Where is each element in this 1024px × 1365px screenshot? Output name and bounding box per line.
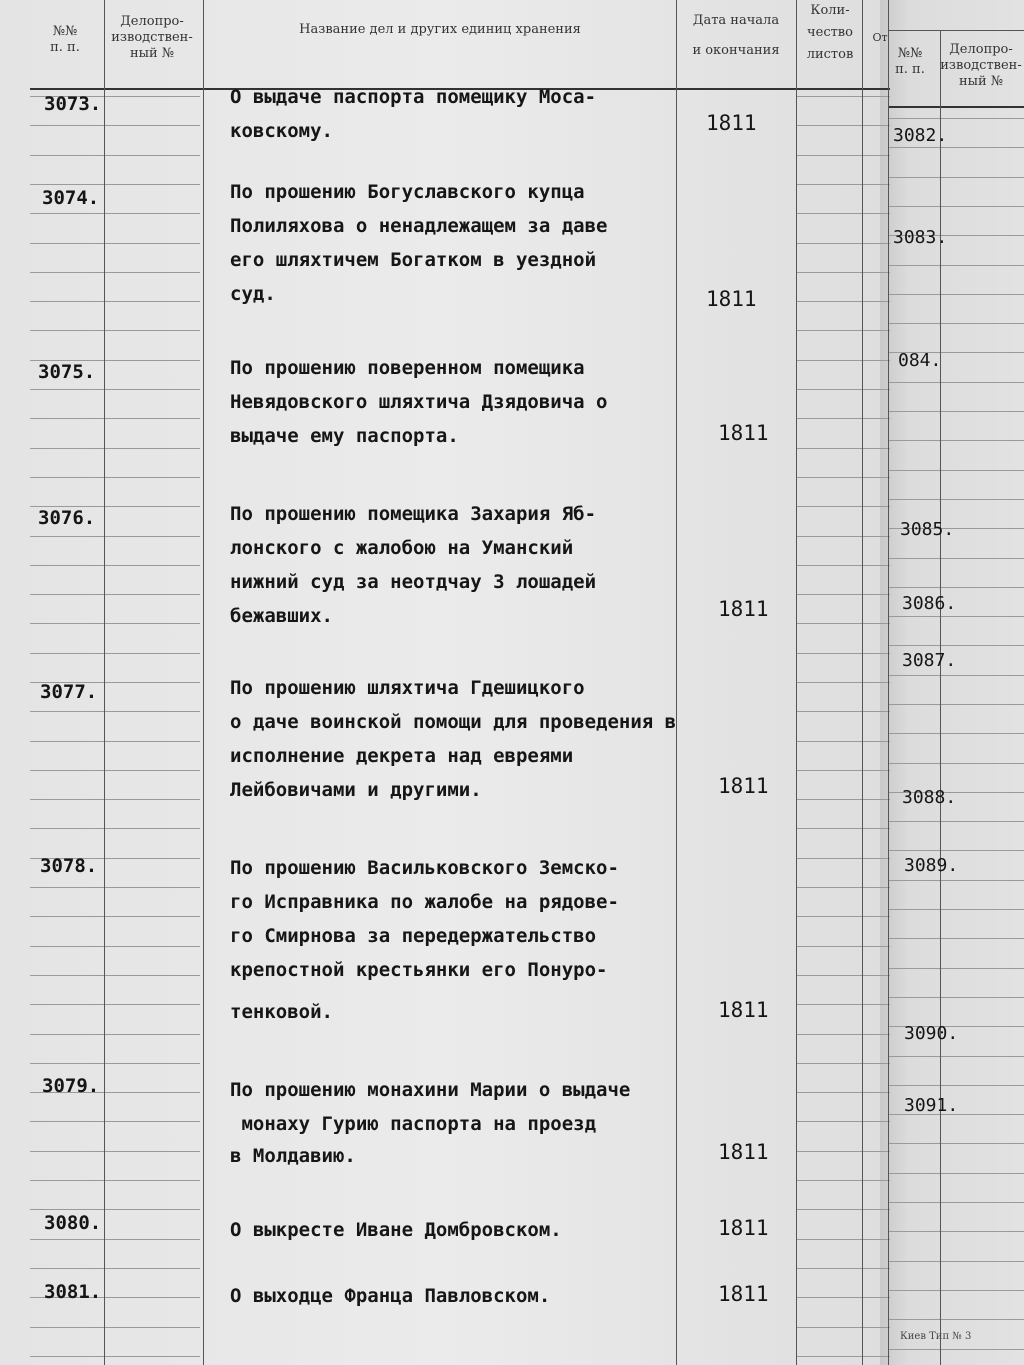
entry-number: 3078. — [40, 855, 98, 877]
rule-line — [796, 653, 890, 654]
rule-line — [888, 616, 1024, 617]
rule-line — [30, 243, 200, 244]
rule-line — [30, 389, 200, 390]
right-entry-number: 084. — [898, 350, 942, 371]
rule-line — [796, 536, 890, 537]
entry-date: 1811 — [718, 1216, 769, 1240]
entry-title-line: в Молдавию. — [230, 1145, 356, 1167]
entry-title-line: суд. — [230, 283, 276, 305]
rule-line — [30, 1180, 200, 1181]
rule-line — [796, 1151, 890, 1152]
rule-line — [30, 1004, 200, 1005]
entry-number: 3080. — [44, 1212, 102, 1234]
rule-line — [888, 294, 1024, 295]
rule-line — [888, 558, 1024, 559]
entry-date: 1811 — [718, 998, 769, 1022]
entry-date: 1811 — [718, 1282, 769, 1306]
rule-line — [30, 330, 200, 331]
entry-number: 3076. — [38, 507, 96, 529]
rule-line — [796, 1092, 890, 1093]
column-line — [862, 0, 863, 1365]
entry-title-line: О выдаче паспорта помещику Моса- — [230, 86, 597, 108]
entry-title-line: исполнение декрета над евреями — [230, 745, 574, 767]
rule-line — [796, 887, 890, 888]
rule-line — [888, 206, 1024, 207]
rule-line — [796, 506, 890, 507]
entry-number: 3075. — [38, 361, 96, 383]
entry-title-line: По прошению Васильковского Земско- — [230, 857, 619, 879]
printer-mark: Киев Тип № 3 — [900, 1331, 972, 1342]
entry-number: 3077. — [40, 681, 98, 703]
rule-line — [30, 1209, 200, 1210]
header-right-col-office: Делопро- изводствен- ный № — [940, 42, 1022, 89]
rule-line — [30, 536, 200, 537]
next-page-edge — [880, 0, 1024, 1365]
rule-line — [796, 828, 890, 829]
rule-line — [796, 1356, 890, 1357]
rule-line — [30, 887, 200, 888]
rule-line — [796, 213, 890, 214]
rule-line — [796, 916, 890, 917]
rule-line — [888, 1173, 1024, 1174]
rule-line — [30, 565, 200, 566]
rule-line — [30, 1356, 200, 1357]
entry-number: 3074. — [42, 187, 100, 209]
right-entry-number: 3089. — [904, 855, 959, 876]
header-right-cut: От — [872, 31, 888, 44]
entry-title-line: Полиляхова о ненадлежащем за даве — [230, 215, 608, 237]
rule-line — [888, 763, 1024, 764]
rule-line — [30, 418, 200, 419]
entry-title-line: тенковой. — [230, 1001, 333, 1023]
entry-title-line: крепостной крестьянки его Понуро- — [230, 959, 608, 981]
entry-title-line: По прошению шляхтича Гдешицкого — [230, 677, 585, 699]
rule-line — [796, 623, 890, 624]
rule-line — [30, 155, 200, 156]
right-entry-number: 3082. — [893, 125, 948, 146]
entry-title-line: нижний суд за неотдчау 3 лошадей — [230, 571, 597, 593]
rule-line — [30, 301, 200, 302]
rule-line — [30, 1268, 200, 1269]
rule-line — [796, 184, 890, 185]
entry-title-line: го Смирнова за передержательство — [230, 925, 597, 947]
right-entry-number: 3086. — [902, 593, 957, 614]
rule-line — [796, 389, 890, 390]
rule-line — [888, 675, 1024, 676]
rule-line — [796, 360, 890, 361]
rule-line — [30, 828, 200, 829]
rule-line — [30, 770, 200, 771]
entry-date: 1811 — [718, 597, 769, 621]
entry-date: 1811 — [718, 421, 769, 445]
rule-line — [888, 147, 1024, 148]
entry-title-line: о даче воинской помощи для проведения в — [230, 711, 677, 733]
entry-date: 1811 — [718, 1140, 769, 1164]
rule-line — [796, 565, 890, 566]
entry-title-line: О выходце Франца Павловском. — [230, 1285, 551, 1307]
rule-line — [888, 30, 1024, 31]
rule-line — [30, 711, 200, 712]
rule-line — [796, 975, 890, 976]
entry-title-line: О выкресте Иване Домбровском. — [230, 1219, 562, 1241]
rule-line — [888, 411, 1024, 412]
entry-title-line: По прошению монахини Марии о выдаче — [230, 1079, 631, 1101]
rule-line — [796, 1063, 890, 1064]
rule-line — [796, 1239, 890, 1240]
rule-line — [796, 96, 890, 97]
rule-line — [888, 106, 1024, 108]
rule-line — [796, 448, 890, 449]
rule-line — [888, 440, 1024, 441]
right-entry-number: 3090. — [904, 1023, 959, 1044]
right-entry-number: 3087. — [902, 650, 957, 671]
entry-date: 1811 — [706, 111, 757, 135]
rule-line — [796, 682, 890, 683]
right-entry-number: 3083. — [893, 227, 948, 248]
rule-line — [888, 499, 1024, 500]
rule-line — [888, 1143, 1024, 1144]
rule-line — [888, 1085, 1024, 1086]
entry-number: 3079. — [42, 1075, 100, 1097]
rule-line — [796, 1297, 890, 1298]
rule-line — [796, 1268, 890, 1269]
header-right-col-num: №№ п. п. — [895, 46, 925, 77]
rule-line — [888, 177, 1024, 178]
rule-line — [30, 916, 200, 917]
header-col-office: Делопро- изводствен- ный № — [111, 14, 193, 61]
rule-line — [888, 470, 1024, 471]
entry-title-line: его шляхтичем Богатком в уездной — [230, 249, 597, 271]
rule-line — [796, 1209, 890, 1210]
entry-title-line: монаху Гурию паспорта на проезд — [230, 1113, 597, 1135]
rule-line — [888, 1056, 1024, 1057]
column-line — [888, 0, 889, 1365]
header-col-sheets: Коли- чество листов — [806, 3, 854, 62]
rule-line — [30, 1151, 200, 1152]
rule-line — [888, 1290, 1024, 1291]
rule-line — [796, 477, 890, 478]
column-line — [203, 0, 204, 1365]
rule-line — [888, 880, 1024, 881]
rule-line — [888, 382, 1024, 383]
rule-line — [30, 1063, 200, 1064]
rule-line — [796, 1034, 890, 1035]
rule-line — [30, 184, 200, 185]
header-col-num: №№ п. п. — [50, 24, 80, 55]
rule-line — [796, 1180, 890, 1181]
entry-date: 1811 — [718, 774, 769, 798]
rule-line — [888, 587, 1024, 588]
column-line — [676, 0, 677, 1365]
rule-line — [796, 418, 890, 419]
entry-title-line: По прошению поверенном помещика — [230, 357, 585, 379]
rule-line — [796, 1004, 890, 1005]
entry-date: 1811 — [706, 287, 757, 311]
rule-line — [796, 1121, 890, 1122]
rule-line — [796, 858, 890, 859]
rule-line — [796, 741, 890, 742]
rule-line — [888, 1319, 1024, 1320]
rule-line — [796, 125, 890, 126]
rule-line — [30, 975, 200, 976]
rule-line — [796, 799, 890, 800]
entry-title-line: По прошению Богуславского купца — [230, 181, 585, 203]
rule-line — [888, 1261, 1024, 1262]
rule-line — [30, 1239, 200, 1240]
column-line — [104, 0, 105, 1365]
rule-line — [796, 1327, 890, 1328]
rule-line — [888, 704, 1024, 705]
rule-line — [796, 301, 890, 302]
rule-line — [30, 1327, 200, 1328]
rule-line — [796, 243, 890, 244]
rule-line — [888, 1349, 1024, 1350]
right-entry-number: 3088. — [902, 787, 957, 808]
rule-line — [30, 594, 200, 595]
rule-line — [888, 323, 1024, 324]
right-entry-number: 3085. — [900, 519, 955, 540]
entry-title-line: По прошению помещика Захария Яб- — [230, 503, 597, 525]
rule-line — [796, 594, 890, 595]
rule-line — [30, 653, 200, 654]
header-col-date: Дата начала и окончания — [692, 13, 780, 58]
rule-line — [30, 946, 200, 947]
entry-number: 3073. — [44, 93, 102, 115]
rule-line — [796, 946, 890, 947]
rule-line — [796, 711, 890, 712]
rule-line — [888, 997, 1024, 998]
rule-line — [888, 909, 1024, 910]
rule-line — [888, 733, 1024, 734]
rule-line — [30, 125, 200, 126]
rule-line — [30, 1034, 200, 1035]
rule-line — [796, 330, 890, 331]
rule-line — [796, 272, 890, 273]
rule-line — [30, 799, 200, 800]
rule-line — [888, 1202, 1024, 1203]
rule-line — [888, 850, 1024, 851]
rule-line — [796, 155, 890, 156]
entry-title-line: выдаче ему паспорта. — [230, 425, 459, 447]
header-col-title: Название дел и других единиц хранения — [299, 22, 581, 37]
rule-line — [30, 448, 200, 449]
entry-title-line: лонского с жалобою на Уманский — [230, 537, 574, 559]
rule-line — [30, 272, 200, 273]
rule-line — [30, 1121, 200, 1122]
entry-title-line: Невядовского шляхтича Дзядовича о — [230, 391, 608, 413]
rule-line — [888, 1231, 1024, 1232]
rule-line — [888, 118, 1024, 119]
rule-line — [888, 938, 1024, 939]
rule-line — [888, 968, 1024, 969]
rule-line — [30, 741, 200, 742]
column-line — [796, 0, 797, 1365]
entry-title-line: Лейбовичами и другими. — [230, 779, 482, 801]
entry-title-line: бежавших. — [230, 605, 333, 627]
entry-number: 3081. — [44, 1281, 102, 1303]
rule-line — [888, 645, 1024, 646]
rule-line — [888, 821, 1024, 822]
entry-title-line: го Исправника по жалобе на рядове- — [230, 891, 619, 913]
entry-title-line: ковскому. — [230, 120, 333, 142]
rule-line — [30, 213, 200, 214]
rule-line — [796, 770, 890, 771]
right-entry-number: 3091. — [904, 1095, 959, 1116]
rule-line — [888, 265, 1024, 266]
rule-line — [30, 477, 200, 478]
rule-line — [30, 623, 200, 624]
